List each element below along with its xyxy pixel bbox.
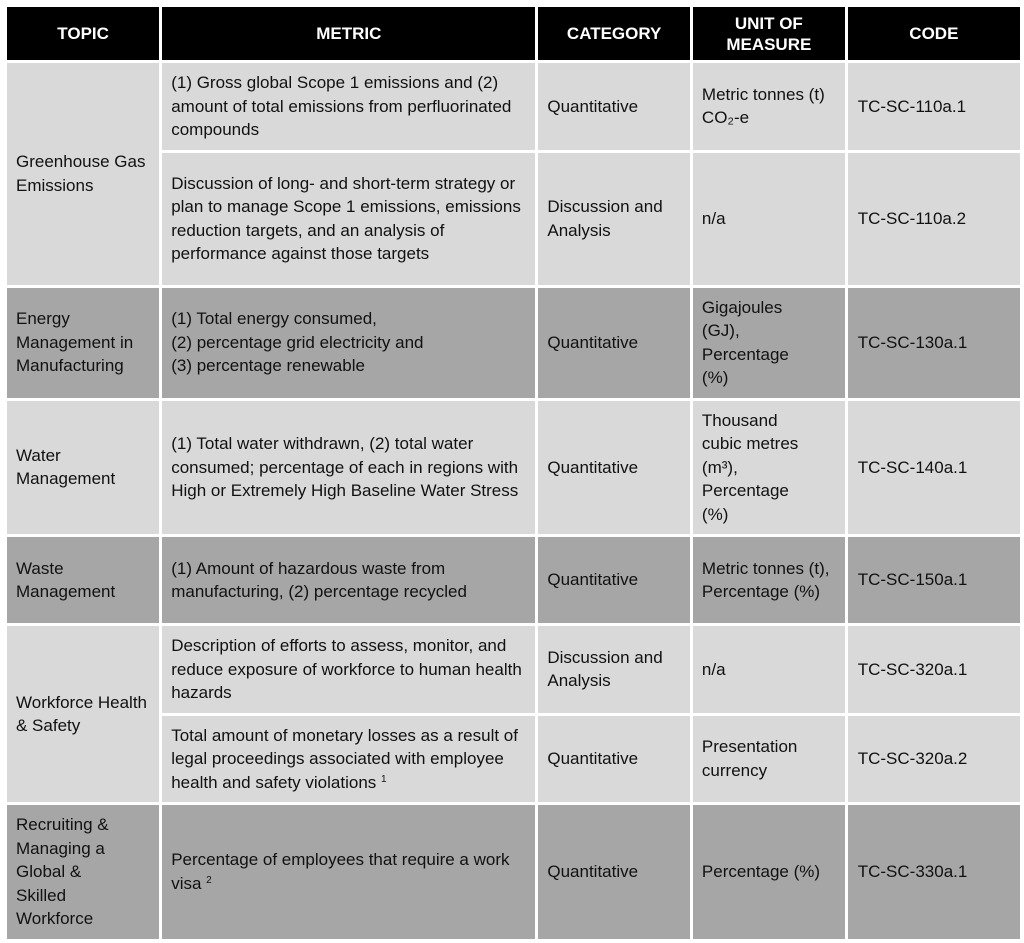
header-row [7, 7, 1020, 60]
unit-cell [693, 288, 845, 398]
metric-cell [162, 805, 535, 939]
code-cell: TC-SC-110a.1 [848, 63, 1020, 150]
unit-cell: n/a [693, 153, 845, 285]
footnote-marker: 2 [206, 874, 212, 886]
header-category: CATEGORY [538, 7, 690, 60]
table-row [7, 805, 1020, 939]
unit-line: (%) [701, 368, 729, 387]
code-cell: TC-SC-110a.2 [848, 153, 1020, 285]
sasb-metrics-table [4, 4, 1023, 942]
topic-line: Skilled [16, 885, 67, 905]
unit-cell: Percentage (%) [693, 805, 845, 939]
topic-line: Managing a [16, 838, 105, 858]
unit-line: Gigajoules [701, 297, 783, 317]
code-cell: TC-SC-130a.1 [848, 288, 1020, 398]
header-unit-line1: UNIT OF [734, 13, 803, 33]
unit-cell: Presentation currency [693, 716, 845, 803]
code-cell: TC-SC-320a.1 [848, 626, 1020, 713]
code-cell: TC-SC-320a.2 [848, 716, 1020, 803]
topic-cell: Energy Management in Manufacturing [7, 288, 159, 398]
table-row [7, 288, 1020, 398]
metric-cell [162, 288, 535, 398]
table-row [7, 626, 1020, 713]
topic-line: Recruiting & [16, 815, 109, 834]
metric-cell: (1) Amount of hazardous waste from manufacturing, (2) percentage recycled [162, 537, 535, 623]
unit-line: cubic metres [701, 434, 799, 453]
category-cell: Discussion and Analysis [538, 153, 690, 285]
unit-line: Percentage [701, 344, 789, 364]
code-cell: TC-SC-140a.1 [848, 401, 1020, 535]
metric-text: Total amount of monetary losses as a result of legal proceedings associated with employee health and safety violations [171, 725, 518, 792]
category-cell: Quantitative [538, 288, 690, 398]
metric-line: (3) percentage renewable [171, 356, 365, 376]
topic-line: Global & [16, 862, 82, 881]
unit-line: (%) [701, 504, 729, 524]
unit-line: (m³), [701, 457, 738, 477]
table-row [7, 537, 1020, 623]
metric-line: (2) percentage grid electricity and [171, 332, 424, 352]
category-cell: Discussion and Analysis [538, 626, 690, 713]
metric-cell: (1) Total water withdrawn, (2) total water consumed; percentage of each in regions with High or Extremely High Baseline Water Stress [162, 401, 535, 535]
table-row [7, 401, 1020, 535]
topic-line: Workforce [16, 909, 94, 928]
metric-cell: Description of efforts to assess, monitor, and reduce exposure of workforce to human health hazards [162, 626, 535, 713]
unit-line: (GJ), [701, 321, 740, 340]
unit-cell: n/a [693, 626, 845, 713]
unit-cell: Metric tonnes (t), Percentage (%) [693, 537, 845, 623]
code-cell: TC-SC-150a.1 [848, 537, 1020, 623]
topic-cell: Workforce Health & Safety [7, 626, 159, 802]
category-cell: Quantitative [538, 805, 690, 939]
header-code: CODE [848, 7, 1020, 60]
header-unit-line2: MEASURE [726, 34, 812, 54]
footnote-marker: 1 [381, 773, 387, 785]
topic-cell: Water Management [7, 401, 159, 535]
unit-cell [693, 401, 845, 535]
category-cell: Quantitative [538, 537, 690, 623]
metric-cell: (1) Gross global Scope 1 emissions and (2) amount of total emissions from perfluorinated compounds [162, 63, 535, 150]
category-cell: Quantitative [538, 401, 690, 535]
metric-cell: Discussion of long- and short-term strategy or plan to manage Scope 1 emissions, emissions reduction targets, and an analysis of performance against those targets [162, 153, 535, 285]
topic-cell: Waste Management [7, 537, 159, 623]
metric-cell [162, 716, 535, 803]
unit-cell: Metric tonnes (t) CO₂-e [693, 63, 845, 150]
unit-line: Thousand [701, 410, 778, 430]
header-unit-of-measure [693, 7, 845, 60]
topic-cell [7, 805, 159, 939]
unit-line: Percentage [701, 481, 789, 500]
metric-text: Percentage of employees that require a work visa [171, 850, 510, 893]
category-cell: Quantitative [538, 716, 690, 803]
code-cell: TC-SC-330a.1 [848, 805, 1020, 939]
table-row [7, 63, 1020, 150]
header-topic: TOPIC [7, 7, 159, 60]
category-cell: Quantitative [538, 63, 690, 150]
header-metric: METRIC [162, 7, 535, 60]
topic-cell: Greenhouse Gas Emissions [7, 63, 159, 285]
metric-line: (1) Total energy consumed, [171, 309, 377, 329]
